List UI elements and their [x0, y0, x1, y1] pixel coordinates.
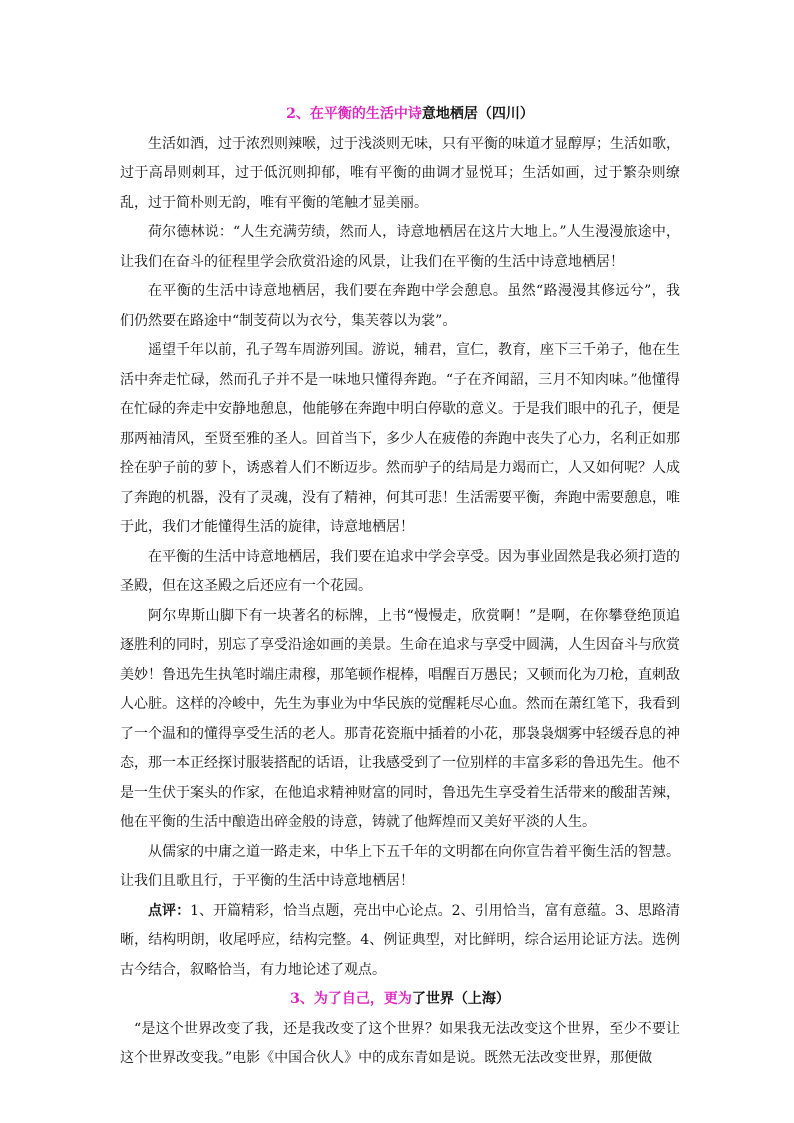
paragraph: 生活如酒，过于浓烈则辣喉，过于浅淡则无味，只有平衡的味道才显醇厚；生活如歌，过于高昂则刺耳，过于低沉则抑郁，唯有平衡的曲调才显悦耳；生活如画，过于繁杂则缭乱，过于简朴则无韵，唯有平衡的笔触才显美丽。: [120, 135, 680, 211]
heading-highlight: 在平衡的生活中诗: [309, 106, 422, 122]
paragraph: 在平衡的生活中诗意地栖居，我们要在奔跑中学会憩息。虽然“路漫漫其修远兮”，我们仍然要在路途中“制芰荷以为衣兮，集芙蓉以为裳”。: [120, 283, 680, 329]
paragraph: 在平衡的生活中诗意地栖居，我们要在追求中学会享受。因为事业固然是我必须打造的圣殿，但在这圣殿之后还应有一个花园。: [120, 548, 680, 594]
heading-rest: 意地栖居（四川）: [421, 106, 534, 122]
section-heading-2: [120, 100, 680, 130]
document-page: [120, 100, 680, 1074]
review-text: 1、开篇精彩，恰当点题，亮出中心论点。2、引用恰当，富有意蕴。3、思路清晰，结构明朗，收尾呼应，结构完整。4、例证典型，对比鲜明，综合运用论证方法。选例古今结合，叙略恰当，有力地论述了观点。: [120, 902, 680, 978]
heading-rest: 了世界（上海）: [411, 991, 510, 1007]
heading-number: 3、: [290, 991, 314, 1007]
heading-highlight: 为了自己，更为: [313, 991, 412, 1007]
review-paragraph: [120, 897, 680, 986]
paragraph: “是这个世界改变了我，还是我改变了这个世界？如果我无法改变这个世界，至少不要让这个世界改变我。”电影《中国合伙人》中的成东青如是说。既然无法改变世界，那便做: [120, 1020, 680, 1066]
section-heading-3: [120, 985, 680, 1015]
heading-number: 2、: [286, 106, 310, 122]
paragraph: 荷尔德林说：“人生充满劳绩，然而人，诗意地栖居在这片大地上。”人生漫漫旅途中，让我们在奋斗的征程里学会欣赏沿途的风景，让我们在平衡的生活中诗意地栖居！: [120, 224, 680, 270]
paragraph: 阿尔卑斯山脚下有一块著名的标牌，上书“慢慢走，欣赏啊！”是啊，在你攀登绝顶追逐胜利的同时，别忘了享受沿途如画的美景。生命在追求与享受中圆满，人生因奋斗与欣赏美妙！鲁迅先生执笔时端庄肃穆，那笔顿作棍棒，唱醒百万愚民；又顿而化为刀枪，直刺敌人心脏。这样的冷峻中，先生为事业为中华民族的觉醒耗尽心血。然而在萧红笔下，我看到了一个温和的懂得享受生活的老人。那青花瓷瓶中插着的小花，那袅袅烟雾中轻缓吞息的神态，那一本正经探讨服装搭配的话语，让我感受到了一位别样的丰富多彩的鲁迅先生。他不是一生伏于案头的作家，在他追求精神财富的同时，鲁迅先生享受着生活带来的酸甜苦辣，他在平衡的生活中酿造出碎金般的诗意，铸就了他辉煌而又美好平淡的人生。: [120, 607, 680, 830]
review-label: 点评：: [148, 902, 191, 919]
paragraph: 遥望千年以前，孔子驾车周游列国。游说，辅君，宣仁，教育，座下三千弟子，他在生活中奔走忙碌，然而孔子并不是一味地只懂得奔跑。“子在齐闻韶，三月不知肉味。”他懂得在忙碌的奔走中安静地憩息，他能够在奔跑中明白停歇的意义。于是我们眼中的孔子，便是那两袖清风，至贤至雅的圣人。回首当下，多少人在疲倦的奔跑中丧失了心力，名利正如那拴在驴子前的萝卜，诱惑着人们不断迈步。然而驴子的结局是力竭而亡，人又如何呢？人成了奔跑的机器，没有了灵魂，没有了精神，何其可悲！生活需要平衡，奔跑中需要憩息，唯于此，我们才能懂得生活的旋律，诗意地栖居！: [120, 342, 680, 535]
paragraph: 从儒家的中庸之道一路走来，中华上下五千年的文明都在向你宣告着平衡生活的智慧。让我们且歌且行，于平衡的生活中诗意地栖居！: [120, 843, 680, 889]
